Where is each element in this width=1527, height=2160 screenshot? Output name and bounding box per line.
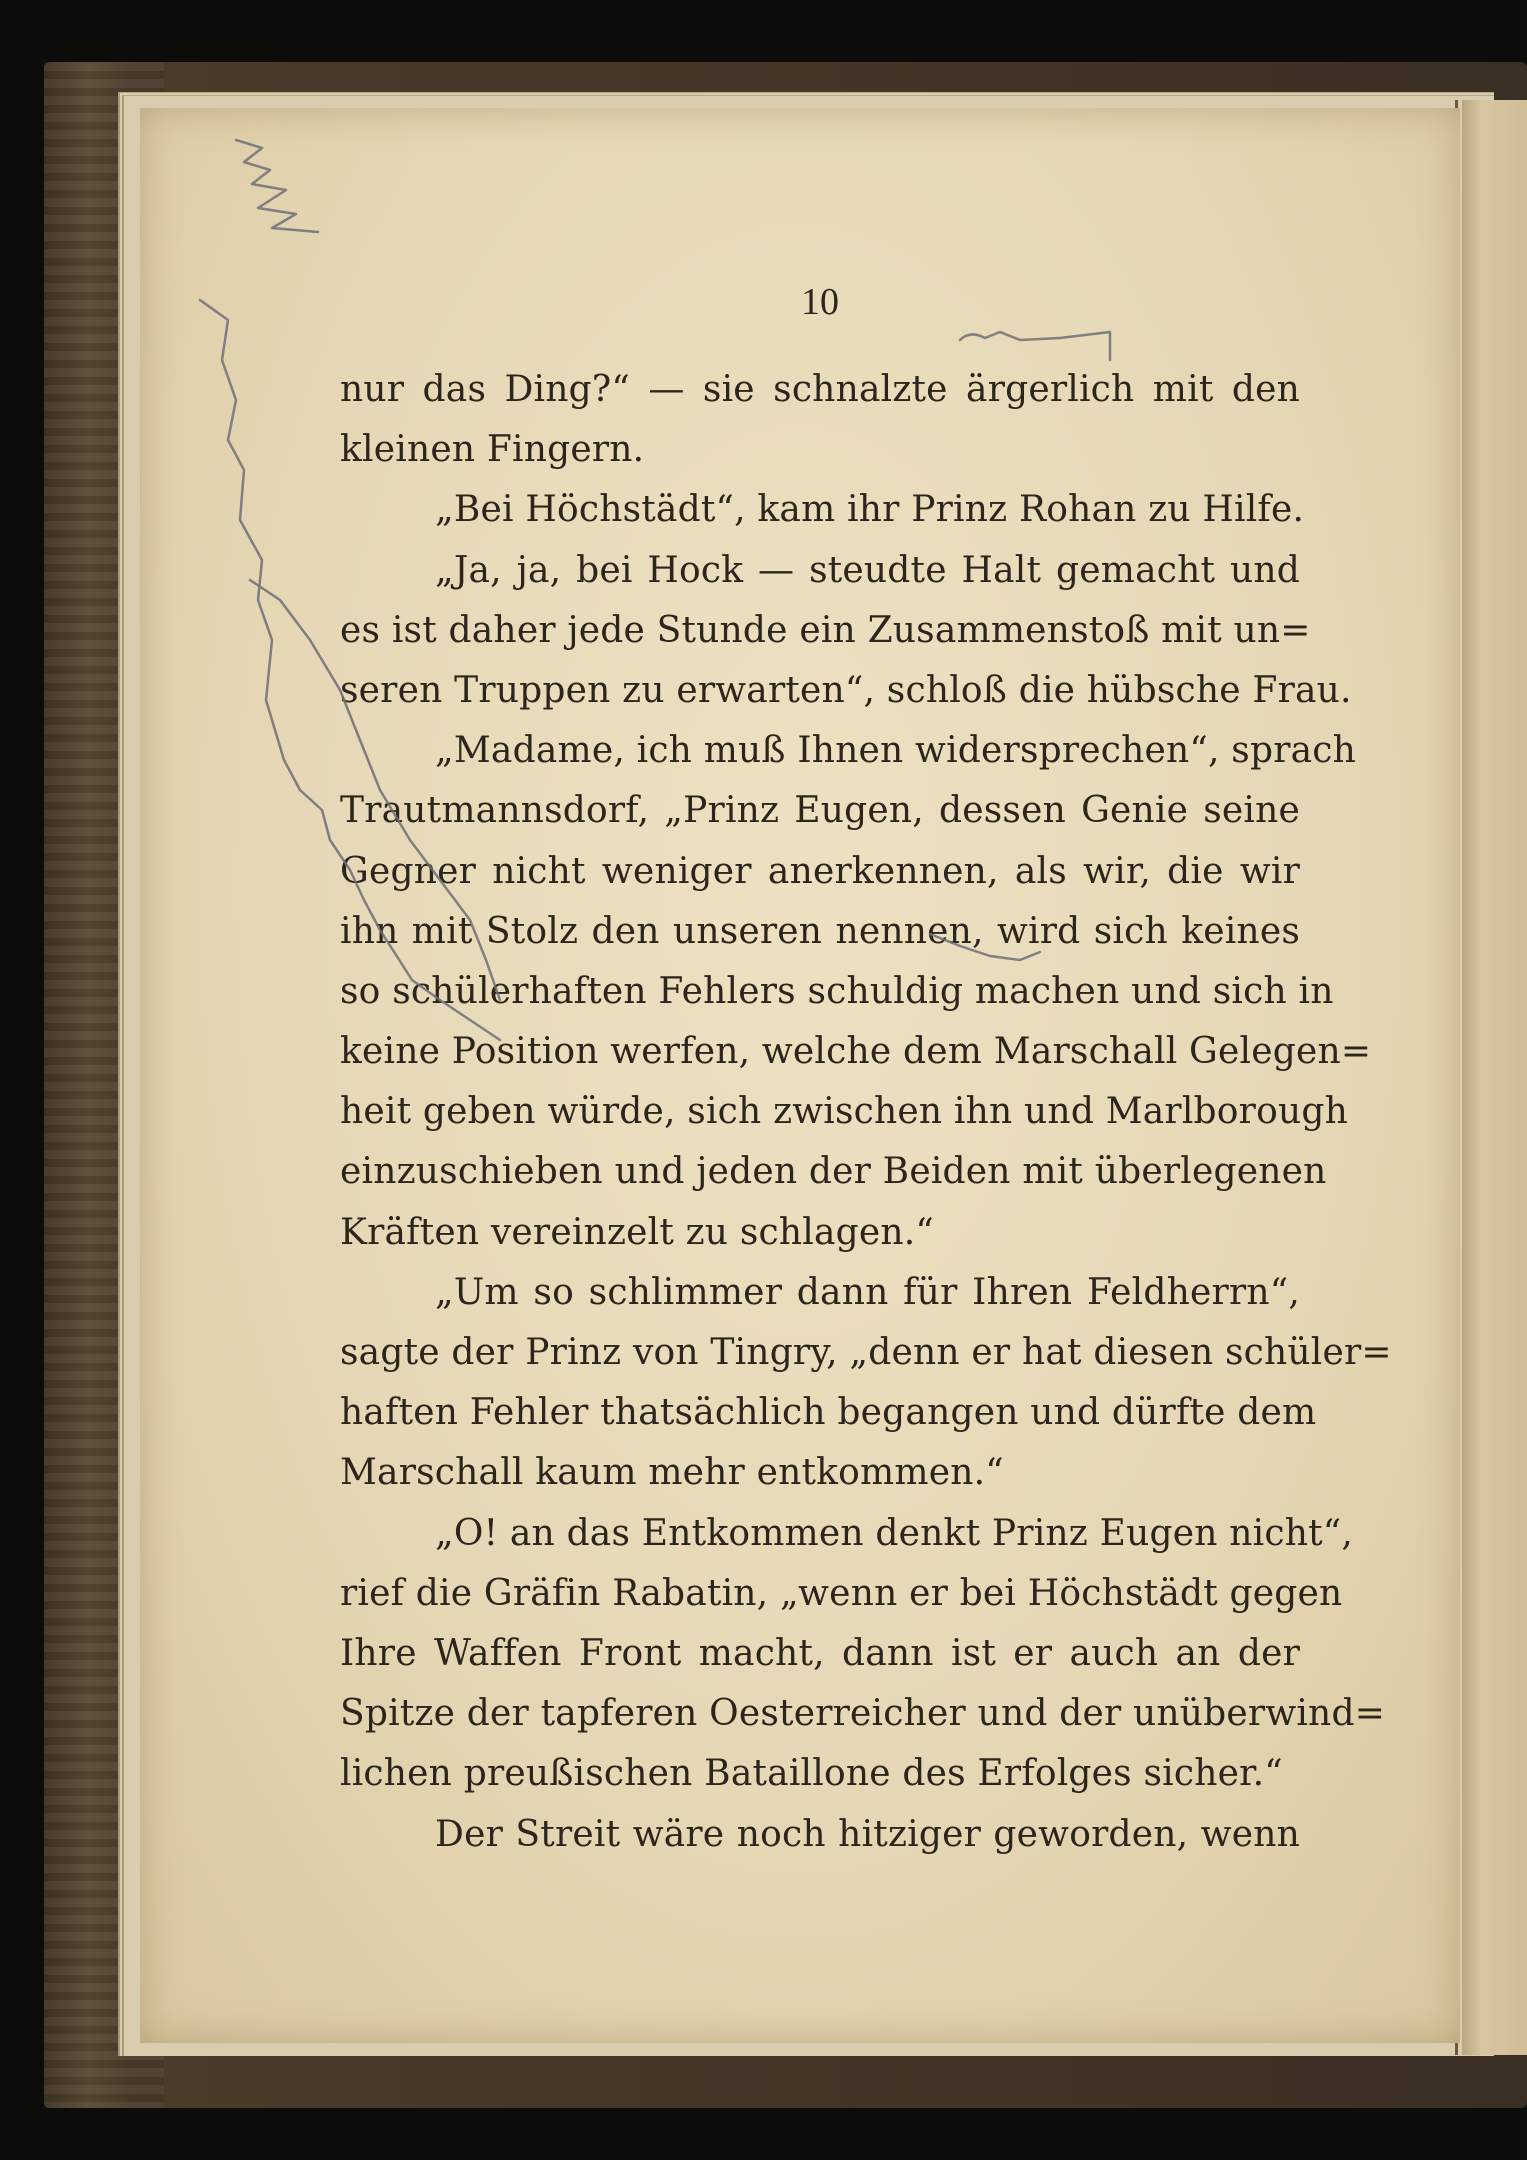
text-line: es ist daher jede Stunde ein Zusammenstoß mit un= [340, 609, 1311, 651]
text-line: rief die Gräfin Rabatin, „wenn er bei Höchstädt gegen [340, 1572, 1343, 1614]
text-line: so schülerhaften Fehlers schuldig machen und sich in [340, 970, 1334, 1012]
text-line: kleinen Fingern. [340, 429, 645, 471]
text-line: „Madame, ich muß Ihnen widersprechen“, sprach [435, 730, 1357, 772]
text-line: Spitze der tapferen Oesterreicher und der unüberwind= [340, 1693, 1386, 1735]
text-line: Marschall kaum mehr entkommen.“ [340, 1452, 1004, 1494]
text-line: „Um so schlimmer dann für Ihren Feldherrn“, [435, 1271, 1300, 1313]
text-line: Der Streit wäre noch hitziger geworden, wenn [435, 1813, 1300, 1855]
text-line: Trautmannsdorf, „Prinz Eugen, dessen Genie seine [340, 790, 1300, 832]
text-line: lichen preußischen Bataillone des Erfolges sicher.“ [340, 1753, 1283, 1795]
page-number: 10 [801, 281, 839, 323]
text-line: sagte der Prinz von Tingry, „denn er hat diesen schüler= [340, 1332, 1392, 1373]
text-line: „O! an das Entkommen denkt Prinz Eugen nicht“, [435, 1512, 1354, 1554]
facing-page-edge [1462, 100, 1527, 2055]
text-line: heit geben würde, sich zwischen ihn und Marlborough [340, 1091, 1348, 1133]
text-line: seren Truppen zu erwarten“, schloß die hübsche Frau. [340, 669, 1352, 711]
text-line: haften Fehler thatsächlich begangen und dürfte dem [340, 1392, 1317, 1434]
text-line: ihn mit Stolz den unseren nennen, wird sich keines [340, 910, 1300, 952]
text-line: Ihre Waffen Front macht, dann ist er auch an der [340, 1632, 1300, 1674]
text-line: Kräften vereinzelt zu schlagen.“ [340, 1211, 935, 1253]
text-line: einzuschieben und jeden der Beiden mit überlegenen [340, 1151, 1327, 1193]
text-line: „Ja, ja, bei Hock — steudte Halt gemacht und [435, 549, 1300, 591]
text-line: nur das Ding?“ — sie schnalzte ärgerlich mit den [340, 369, 1300, 410]
text-line: „Bei Höchstädt“, kam ihr Prinz Rohan zu Hilfe. [435, 489, 1305, 531]
text-line: keine Position werfen, welche dem Marschall Gelegen= [340, 1031, 1372, 1073]
body-text [340, 360, 1392, 1865]
text-line: Gegner nicht weniger anerkennen, als wir, die wir [340, 850, 1300, 892]
